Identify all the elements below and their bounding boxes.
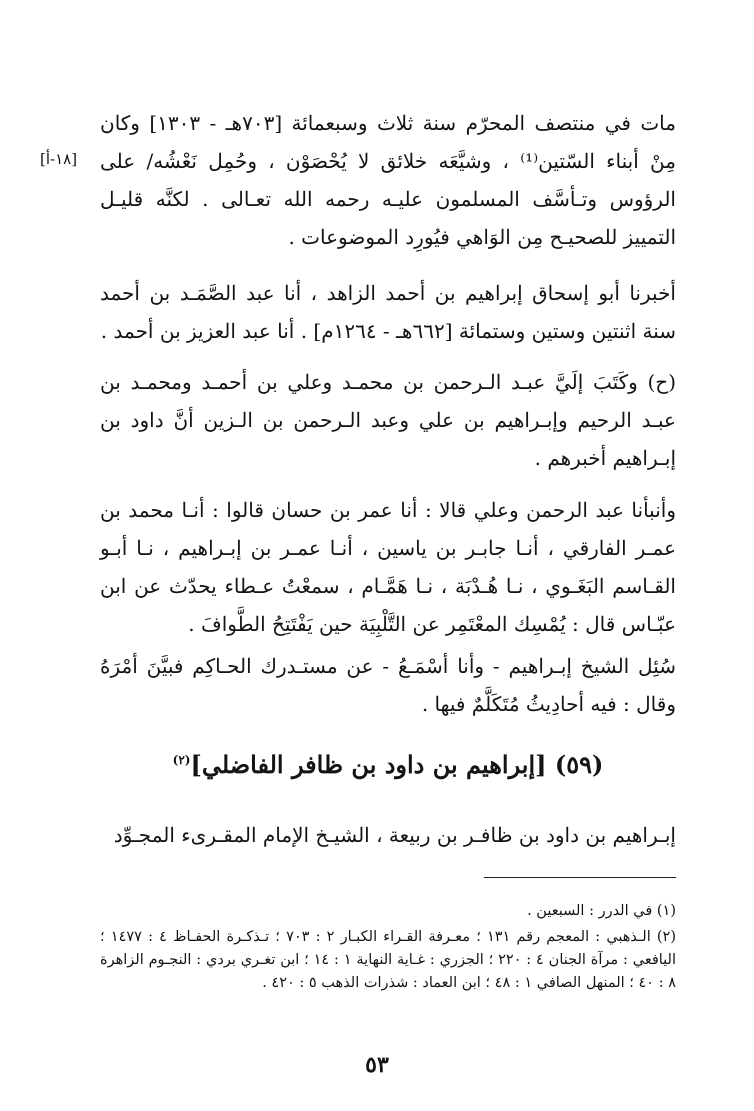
- entry-heading: [100, 750, 676, 779]
- margin-manuscript-folio-note: [١٨-أ]: [40, 150, 78, 168]
- paragraph-mustadrak: سُئِل الشيخ إبـراهيم - وأنا أسْمَـعُ - عن مستـدرك الحـاكِم فبيَّنَ أمْرَهُ وقال : فيه أحادِيثُ مُتَكَلَّمٌ فيها .: [100, 654, 676, 716]
- footnote-1: (١) في الدرر : السبعين .: [527, 903, 676, 919]
- heading-footnote-ref: (٢): [172, 753, 191, 767]
- footnote-divider: [484, 877, 676, 878]
- paragraph-hadith: وأنبأنا عبد الرحمن وعلي قالا : أنا عمر بن حسان قالوا : أنـا محمد بن عمـر الفارقي ، أنـا جابـر بن ياسين ، أنـا عمـر بن إبـراهيم ، نـا أبـو القـاسم البَغَـوي ، نـا هُـدْبَة ، نـا هَمَّـام ، سمعْتُ عـطاء يحدّث عن ابن عبّـاس قال : يُمْسِك المعْتَمِر عن التَّلْبِيَة حين يَفْتَتِحُ الطَّوافَ .: [100, 498, 677, 636]
- entry-heading-text: (٥٩) [إبراهيم بن داود بن ظافر الفاضلي]: [190, 750, 604, 779]
- paragraph-death-notice: مات في منتصف المحرّم سنة ثلاث وسبعمائة [٧٠٣هـ - ١٣٠٣] وكان مِنْ أبناء السّتين⁽¹⁾ ، وشيَّعَه خلائق لا يُحْصَوْن ، وحُمِل نَعْشُه/ على الرؤوس وتـأسَّف المسلمون عليـه رحمه الله تعـالى . لكنَّه قليـل التمييز للصحيـح مِن الوَاهي فيُورِد الموضوعات .: [100, 111, 676, 249]
- page-number: ٥٣: [365, 1052, 389, 1078]
- paragraph-isnad-1: أخبرنا أبو إسحاق إبراهيم بن أحمد الزاهد ، أنا عبد الصَّمَـد بن أحمد سنة اثنتين وستين وستمائة [٦٦٢هـ - ١٢٦٤م] . أنا عبد العزيز بن أحمد .: [100, 281, 676, 343]
- footnote-2: (٢) الـذهبي : المعجم رقم ١٣١ ؛ معـرفة القـراء الكبـار ٢ : ٧٠٣ ؛ تـذكـرة الحفـاظ ٤ : ١٤٧٧ ؛ اليافعي : مرآة الجنان ٤ : ٢٢٠ ؛ الجزري : غـاية النهاية ١ : ١٤ ؛ ابن تغـري بردي : النجـوم الزاهرة ٨ : ٤٠ ؛ المنهل الصافي ١ : ٤٨ ؛ ابن العماد : شذرات الذهب ٥ : ٤٢٠ .: [100, 929, 677, 991]
- entry-intro-line: إبـراهيم بن داود بن ظافـر بن ربيعة ، الشيـخ الإمام المقـرىء المجـوِّد: [113, 823, 676, 847]
- paragraph-isnad-2: (ح) وكَتَبَ إلَيَّ عبـد الـرحمن بن محمـد وعلي بن أحمـد ومحمـد بن عبـد الرحيم وإبـراهيم بن علي وعبد الـرحمن بن الـزين أنَّ داود بن إبـراهيم أخبرهم .: [100, 370, 676, 470]
